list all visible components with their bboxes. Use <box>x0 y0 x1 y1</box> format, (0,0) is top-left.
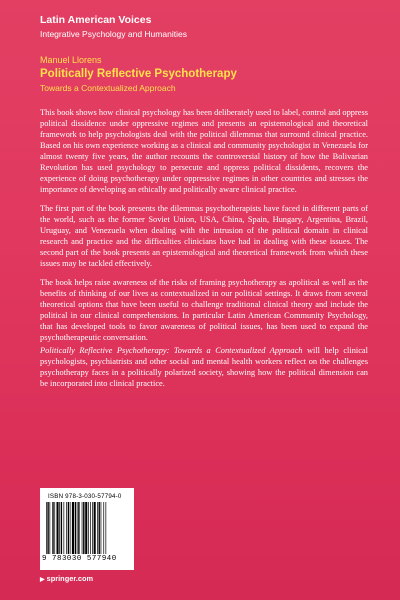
blurb-paragraph-3: The book helps raise awareness of the risks of framing psychotherapy as apolitical as well as the benefits of thinking of our lives as contextualized in our political settings. It draws from several theoretical options that have been useful to challenge traditional clinical theory and include the political in our clinical comprehensions. In particular Latin American Community Psychology, that has developed tools to favor awareness of political issues, has been used to expand the psychotherapeutic conversation. <box>40 277 368 342</box>
blurb <box>40 108 368 398</box>
arrow-right-icon: ▶ <box>40 577 45 583</box>
publisher-url[interactable] <box>40 574 93 583</box>
book-author: Manuel Llorens <box>40 55 102 65</box>
blurb-paragraph-4 <box>40 346 368 390</box>
publisher-url-text: springer.com <box>46 574 94 583</box>
book-info <box>40 55 370 94</box>
book-title: Politically Reflective Psychotherapy <box>40 68 237 80</box>
barcode-icon <box>44 502 130 554</box>
book-subtitle: Towards a Contextualized Approach <box>40 83 176 93</box>
isbn-barcode-box <box>40 488 134 570</box>
series-block <box>40 13 370 40</box>
series-name: Latin American Voices <box>40 14 152 26</box>
barcode-digits: 9 783030 577940 <box>42 555 117 563</box>
blurb-paragraph-4-text: will help clinical psychologists, psychiatrists and other social and mental health workers reflect on the challenges psychotherapy faces in a politically polarized society, showing how the political dimension can be incorporated into clinical practice. <box>40 345 368 388</box>
series-subtitle: Integrative Psychology and Humanities <box>40 29 187 39</box>
blurb-paragraph-1: This book shows how clinical psychology has been deliberately used to label, control and oppress political dissidence under oppressive regimes and presents an epistemological and theoretical framework to help psychologists deal with the political dilemmas that surround clinical practice. Based on his own experience working as a clinical and community psychologist in Venezuela for almost twenty five years, the author recounts the controversial history of how the Bolivarian Revolution has used psychology to persecute and oppress political dissidents, recovers the experience of doing psychotherapy under oppressive regimes in other countries and stresses the importance of developing an ethically and politically aware clinical practice. <box>40 108 368 194</box>
blurb-book-title-italic: Politically Reflective Psychotherapy: Towards a Contextualized Approach <box>40 345 303 355</box>
isbn-label: ISBN 978-3-030-57794-0 <box>48 493 122 500</box>
blurb-paragraph-2: The first part of the book presents the dilemmas psychotherapists have faced in different parts of the world, such as the former Soviet Union, USA, China, Spain, Hungary, Argentina, Brazil, Uruguay, and Venezuela when dealing with the intrusion of the political domain in clinical research and practice and the difficulties clinicians have had in dealing with these issues. The second part of the book presents an epistemological and theoretical framework from which these issues may be tackled effectively. <box>40 203 368 268</box>
